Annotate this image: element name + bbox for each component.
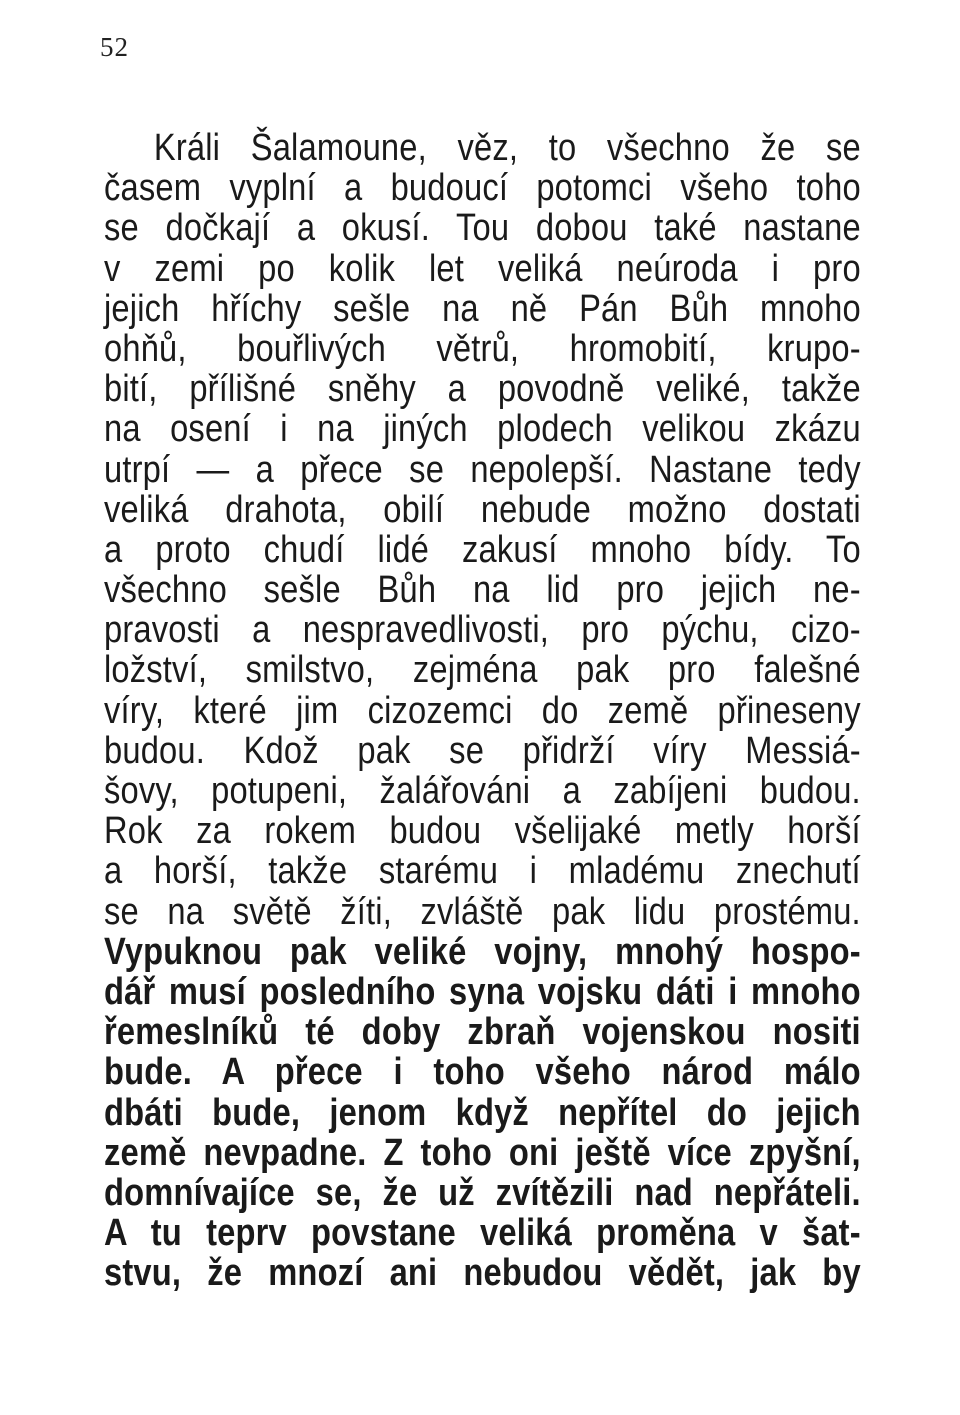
text-line: pravosti a nespravedlivosti, pro pýchu, cizo-: [104, 609, 861, 652]
text-line: Králi Šalamoune, věz, to všechno že se: [153, 127, 861, 169]
text-line: země nevpadne. Z toho oni ještě více zpyšní,: [104, 1131, 861, 1174]
text-line: jejich hříchy sešle na ně Pán Bůh mnoho: [104, 287, 861, 330]
text-line: dář musí posledního syna vojsku dáti i mnoho: [104, 970, 861, 1013]
text-line: A tu teprv povstane veliká proměna v šat-: [104, 1212, 861, 1255]
text-line: víry, které jim cizozemci do země přineseny: [104, 689, 861, 732]
text-line: Vypuknou pak veliké vojny, mnohý hospo-: [104, 930, 861, 973]
text-line: bití, přílišné sněhy a povodně veliké, takže: [104, 368, 861, 411]
text-line: utrpí — a přece se nepolepší. Nastane tedy: [104, 448, 861, 491]
text-line: na osení i na jiných plodech velikou zkázu: [104, 408, 861, 451]
text-line: se dočkají a okusí. Tou dobou také nastane: [104, 207, 861, 250]
text-line: budou. Kdož pak se přidrží víry Messiá-: [104, 729, 861, 772]
text-line: dbáti bude, jenom když nepřítel do jejich: [104, 1091, 861, 1134]
text-line: bude. A přece i toho všeho národ málo: [104, 1051, 861, 1094]
text-line: se na světě žíti, zvláště pak lidu prostému.: [104, 890, 861, 933]
text-line: Rok za rokem budou všelijaké metly horší: [104, 810, 861, 853]
page-number: 52: [100, 32, 129, 62]
text-line: šovy, potupeni, žalářováni a zabíjeni budou.: [104, 770, 861, 812]
body-text: [104, 128, 861, 1293]
text-line: časem vyplní a budoucí potomci všeho toho: [104, 167, 861, 210]
text-line: a horší, takže starému i mladému znechutí: [104, 850, 861, 893]
text-line: domnívajíce se, že už zvítězili nad nepřáteli.: [104, 1171, 861, 1214]
text-line: veliká drahota, obilí nebude možno dostati: [104, 488, 861, 531]
text-line: a proto chudí lidé zakusí mnoho bídy. To: [104, 528, 861, 571]
text-line: stvu, že mnozí ani nebudou vědět, jak by: [104, 1252, 861, 1295]
text-line: řemeslníků té doby zbraň vojenskou nositi: [104, 1011, 861, 1054]
text-line: všechno sešle Bůh na lid pro jejich ne-: [104, 569, 861, 612]
text-line: ohňů, bouřlivých větrů, hromobití, krupo-: [104, 327, 861, 370]
text-line: ložství, smilstvo, zejména pak pro falešné: [104, 649, 861, 692]
text-line: v zemi po kolik let veliká neúroda i pro: [104, 247, 861, 290]
